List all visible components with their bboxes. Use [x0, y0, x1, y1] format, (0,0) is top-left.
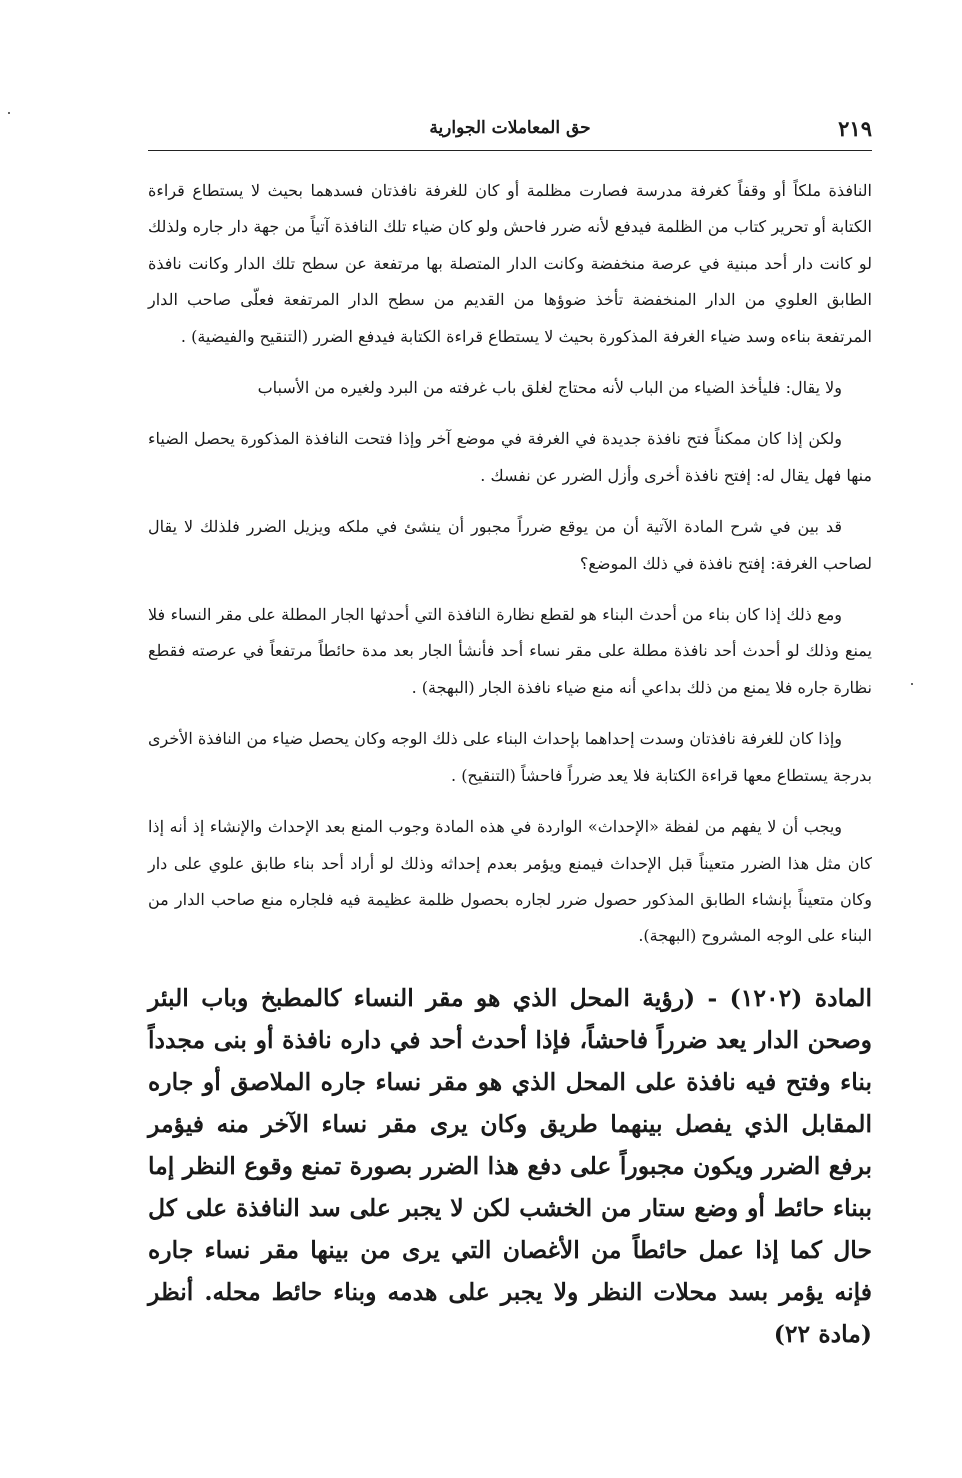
commentary-paragraph: ولكن إذا كان ممكناً فتح نافذة جديدة في الغرفة في موضع آخر وإذا فتحت النافذة المذكورة يحصل الضياء منها فهل يقال له: إفتح نافذة أخرى وأزل الضرر عن نفسك .: [148, 429, 872, 485]
commentary-paragraph: وإذا كان للغرفة نافذتان وسدت إحداهما بإحداث البناء على ذلك الوجه وكان يحصل ضياء من النافذة الأخرى بدرجة يستطاع معها قراءة الكتابة فلا يعد ضرراً فاحشاً (التنقيح) .: [148, 729, 872, 785]
book-page: [148, 112, 872, 1355]
page-header: [148, 112, 872, 151]
commentary-paragraph: ولا يقال: فليأخذ الضياء من الباب لأنه محتاج لغلق باب غرفته من البرد ولغيره من الأسباب: [257, 378, 842, 398]
article-1202-text: المادة (١٢٠٢) - (رؤية المحل الذي هو مقر النساء كالمطبخ وباب البئر وصحن الدار يعد ضرراً فاحشاً، فإذا أحدث أحد في داره نافذة أو بنى مجدداً بناء وفتح فيه نافذة على المحل الذي هو مقر نساء جاره الملاصق أو جاره المقابل الذي يفصل بينهما طريق وكان يرى مقر نساء الآخر منه فيؤمر برفع الضرر ويكون مجبوراً على دفع هذا الضرر بصورة تمنع وقوع النظر إما ببناء حائط أو وضع ستار من الخشب لكن لا يجبر على سد النافذة على كل حال كما إذا عمل حائطاً من الأغصان التي يرى من بينها مقر نساء جاره فإنه يؤمر بسد محلات النظر ولا يجبر على هدمه وبناء حائط محله. أنظر (مادة ٢٢): [148, 983, 873, 1348]
commentary-paragraph: النافذة ملكاً أو وقفاً كغرفة مدرسة فصارت مظلمة أو كان للغرفة نافذتان فسدهما بحيث لا يستطاع قراءة الكتابة أو تحرير كتاب من الظلمة فيدفع لأنه ضرر فاحش ولو كان ضياء تلك النافذة آتياً من جهة دار جاره ولذلك لو كانت دار أحد مبنية في عرصة منخفضة وكانت الدار المتصلة بها مرتفعة عن سطح تلك الدار وكانت نافذة الطابق العلوي من الدار المنخفضة تأخذ ضوؤها من القديم من سطح الدار المرتفعة فعلّى صاحب الدار المرتفعة بناءه وسد ضياء الغرفة المذكورة بحيث لا يستطاع قراءة الكتابة فيدفع الضرر (التنقيح والفيضية) .: [148, 181, 873, 346]
running-title: حق المعاملات الجوارية: [429, 118, 591, 138]
page-number: ٢١٩: [838, 116, 872, 141]
commentary-paragraph: قد بين في شرح المادة الآتية أن من يوقع ضرراً مجبور أن ينشئ في ملكه ويزيل الضرر فلذلك لا يقال لصاحب الغرفة: إفتح نافذة في ذلك الموضع؟: [148, 517, 872, 573]
margin-mark-side: [911, 683, 913, 685]
margin-mark-top: [8, 112, 10, 114]
commentary-section: [148, 173, 872, 955]
commentary-paragraph: ويجب أن لا يفهم من لفظة «الإحداث» الواردة في هذه المادة وجوب المنع بعد الإحداث والإنشاء إذ أنه إذا كان مثل هذا الضرر متعيناً قبل الإحداث فيمنع ويؤمر بعدم إحداثه وذلك لو أراد أحد بناء طابق علوي على دار وكان متعيناً بإنشاء الطابق المذكور حصول ضرر لجاره بحصول ظلمة عظيمة فيه فلجاره منع صاحب الدار من البناء على الوجه المشروح (البهجة).: [148, 817, 872, 946]
commentary-paragraph: ومع ذلك إذا كان بناء من أحدث البناء هو لقطع نظارة النافذة التي أحدثها الجار المطلة على مقر النساء فلا يمنع وذلك لو أحدث أحد نافذة مطلة على مقر نساء أحد فأنشأ الجار بعد مدة حائطاً مرتفعاً في عرصته فقطع نظارة جاره فلا يمنع من ذلك بداعي أنه منع ضياء نافذة الجار (البهجة) .: [148, 605, 872, 697]
